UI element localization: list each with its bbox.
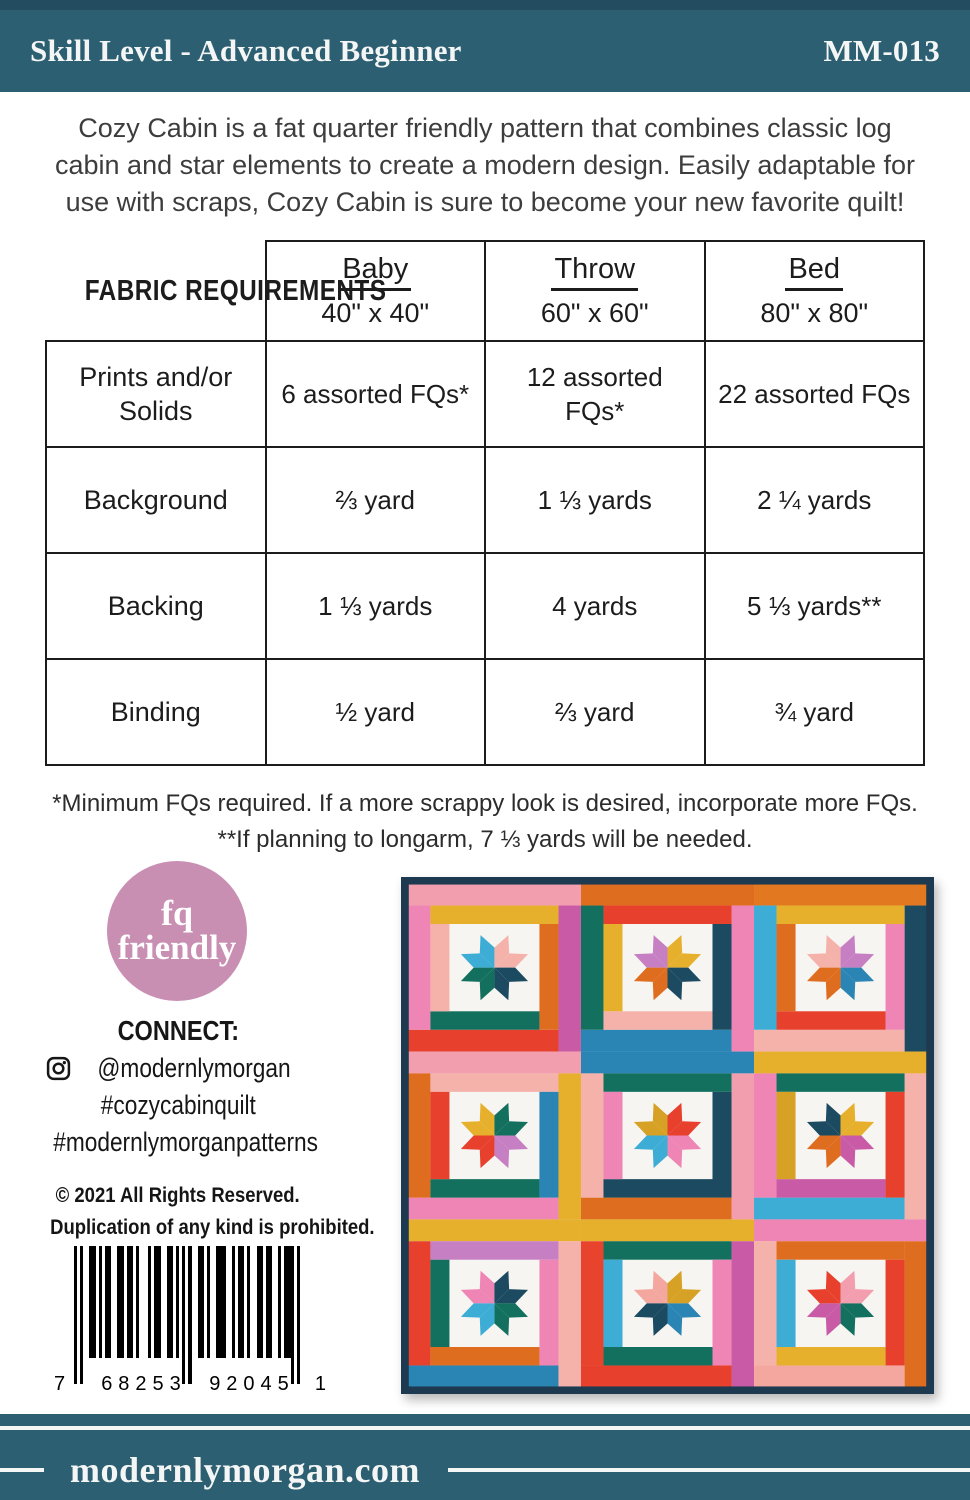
instagram-handle: @modernlymorgan xyxy=(97,1053,292,1083)
table-cell: 2 ¼ yards xyxy=(705,447,925,553)
row-label-binding: Binding xyxy=(46,659,266,765)
barcode-group-1: 68253 xyxy=(101,1373,187,1395)
table-cell: ¾ yard xyxy=(705,659,925,765)
bottom-bar xyxy=(0,1414,970,1500)
row-label-background: Background xyxy=(46,447,266,553)
column-name: Throw xyxy=(551,253,638,291)
barcode-group-2: 92045 xyxy=(209,1373,295,1395)
table-cell: 22 assorted FQs xyxy=(705,341,925,447)
hashtag-modernlymorganpatterns: #modernlymorganpatterns xyxy=(53,1127,318,1157)
table-corner-label: FABRIC REQUIREMENTS xyxy=(84,274,387,307)
column-size: 60" x 60" xyxy=(540,298,649,328)
column-size: 80" x 80" xyxy=(760,298,869,328)
hashtag-cozycabinquilt: #cozycabinquilt xyxy=(100,1090,256,1120)
table-cell: 1 ⅓ yards xyxy=(266,553,486,659)
top-bar-dark-edge xyxy=(0,0,970,10)
table-cell: ⅔ yard xyxy=(485,659,705,765)
footnote-line-1: *Minimum FQs required. If a more scrappy look is desired, incorporate more FQs. xyxy=(52,790,918,817)
badge-line-1: fq xyxy=(160,893,193,933)
skill-level-text: Skill Level - Advanced Beginner xyxy=(30,33,462,68)
pattern-code: MM-013 xyxy=(823,33,940,68)
row-label-prints: Prints and/or Solids xyxy=(46,341,266,447)
table-cell: 1 ⅓ yards xyxy=(485,447,705,553)
table-cell: 5 ⅓ yards** xyxy=(705,553,925,659)
intro-line-2: cabin and star elements to create a modern design. Easily adaptable for xyxy=(55,150,916,180)
copyright-line-1: © 2021 All Rights Reserved. xyxy=(55,1184,301,1207)
top-bar xyxy=(0,0,970,92)
connect-section xyxy=(28,1012,328,1161)
quilt-photo xyxy=(401,877,934,1394)
connect-heading: CONNECT: xyxy=(117,1015,239,1046)
table-cell: 4 yards xyxy=(485,553,705,659)
rule-right xyxy=(448,1468,970,1472)
barcode xyxy=(54,1246,326,1396)
table-cell: ½ yard xyxy=(266,659,486,765)
column-header-bed xyxy=(705,241,925,341)
badge-line-2: friendly xyxy=(117,928,237,967)
barcode-left-digit: 7 xyxy=(54,1373,66,1395)
website-text: modernlymorgan.com xyxy=(70,1450,420,1490)
column-name: Baby xyxy=(339,253,411,291)
rule-left xyxy=(0,1468,44,1472)
barcode-right-digit: 1 xyxy=(314,1373,326,1395)
intro-line-1: Cozy Cabin is a fat quarter friendly pattern that combines classic log xyxy=(78,113,892,143)
table-cell: 6 assorted FQs* xyxy=(266,341,486,447)
copyright-line-2: Duplication of any kind is prohibited. xyxy=(50,1216,375,1239)
intro-paragraph xyxy=(55,110,915,221)
intro-line-3: use with scraps, Cozy Cabin is sure to become your new favorite quilt! xyxy=(65,187,905,217)
table-cell: 12 assorted FQs* xyxy=(485,341,705,447)
table-cell: ⅔ yard xyxy=(266,447,486,553)
barcode-bars xyxy=(74,1246,300,1386)
quilt-illustration xyxy=(401,877,934,1394)
footnotes xyxy=(45,786,925,858)
instagram-icon xyxy=(46,1056,71,1081)
fabric-requirements-table xyxy=(45,240,925,766)
footnote-line-2: **If planning to longarm, 7 ⅓ yards will be needed. xyxy=(217,826,753,853)
column-size: 40" x 40" xyxy=(321,298,430,328)
bottom-bar-pinstripe xyxy=(0,1426,970,1430)
column-name: Bed xyxy=(785,253,843,291)
column-header-throw xyxy=(485,241,705,341)
copyright-section xyxy=(28,1180,375,1244)
fq-friendly-badge xyxy=(107,861,247,1001)
row-label-backing: Backing xyxy=(46,553,266,659)
